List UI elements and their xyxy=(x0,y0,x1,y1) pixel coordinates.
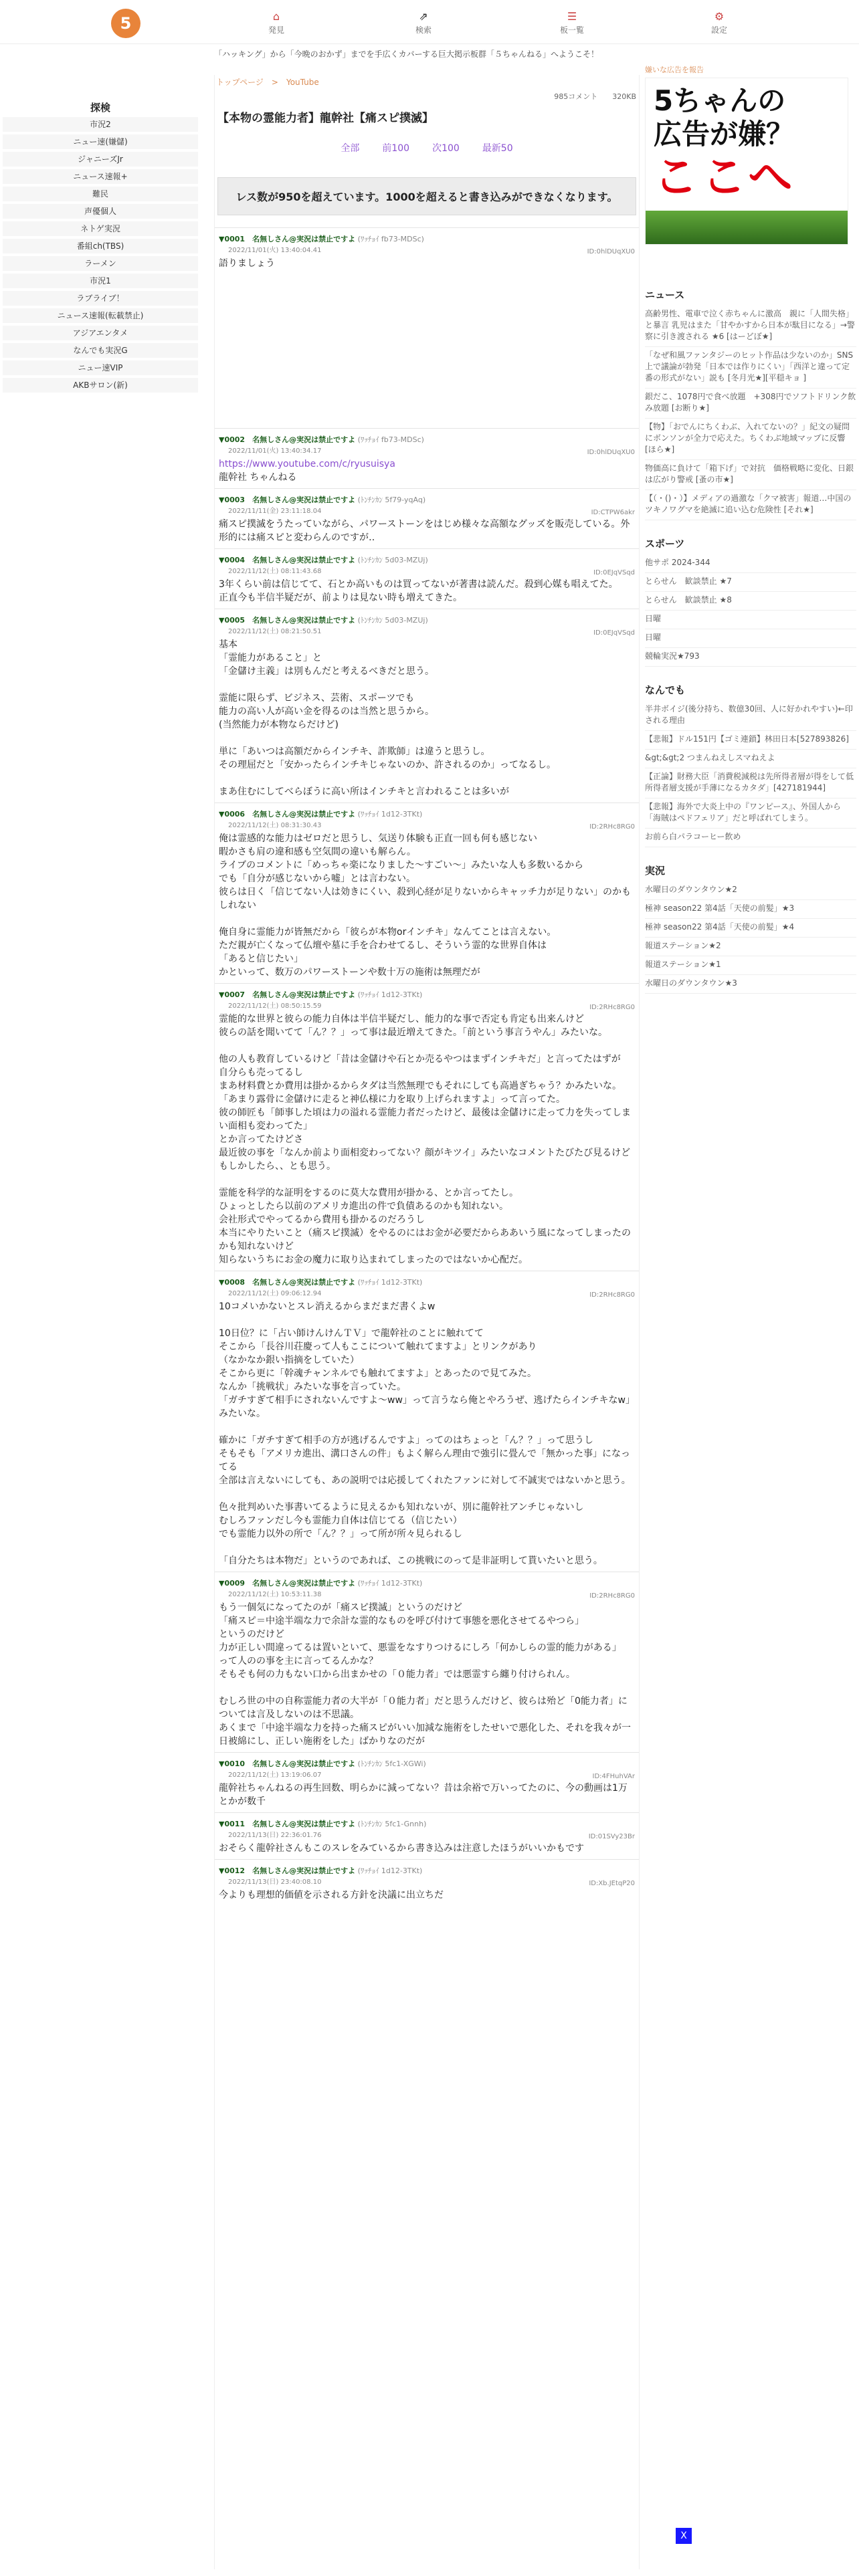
post-trip: (ﾄﾝﾁﾝｶﾝ 5d03-MZUj) xyxy=(357,616,428,625)
post-id[interactable]: ID:0hlDUqXU0 xyxy=(587,449,635,456)
post-id[interactable]: ID:2RHc8RG0 xyxy=(589,823,635,831)
post-header[interactable] xyxy=(219,989,635,1000)
filter-latest50[interactable]: 最新50 xyxy=(482,143,513,154)
post-date: 2022/11/01(火) 13:40:34.17 xyxy=(228,447,322,455)
post xyxy=(215,1859,639,1906)
fire-icon: ⇗ xyxy=(419,10,428,23)
post-date: 2022/11/12(土) 08:31:30.43 xyxy=(228,822,322,829)
home-icon: ⌂ xyxy=(272,10,280,23)
news-item[interactable]: 物価高に負けて「箱下げ」で対抗 価格戦略に変化、日銀は広がり警戒 [蚤の市★] xyxy=(645,460,856,490)
sports-item[interactable]: とらせん 歓談禁止 ★8 xyxy=(645,592,856,611)
post-trip: (ﾜｯﾁｮｲ 1d12-3TKt) xyxy=(357,990,423,999)
post-body: 霊能的な世界と彼らの能力自体は半信半疑だし、能力的な事で否定も肯定も出来んけど 彼らの話を聞いてて「ん？？」って事は最近増えてきた。「前という事言うやん」みたいな。 他の人も教育しているけど「昔は金儲けや石とか売るやつはまずインチキだ」と言ってたはずが 自分らも売ってるし まあ材料費とか費用は掛かるからタダは当然無理でもそれにしても高過ぎちゃう？かみたいな。 「あまり露骨に金儲けに走ると神仏様に力を取り上げられますよ」って言ってた。 彼の師匠も「師事した頃は力の溢れる霊能力者だったけど、最後は金儲けに走って力を失ってしまい面相も変わってた」 とか言ってたけどさ 最近彼の事を「なんか前より面相変わってない？顔がキツイ」みたいなコメントたびたび見るけど もしかしたら、、とも思う。 霊能を科学的な証明をするのに莫大な費用が掛かる、とか言ってたし。 ひょっとしたら以前のアメリカ進出の件で負債あるのかも知れない。 会社形式でやってるから費用も掛かるのだろうし 本当にやりたいこと（痛スピ撲滅）をやるのにはお金が必要だからああいう風になってしまったのかも知れないけど 知らないうちにお金の魔力に取り込まれてしまったのではないか心配だ。 xyxy=(219,1014,631,1265)
post-body: 今よりも理想的価値を示される方針を決議に出立ちだ xyxy=(219,1890,444,1901)
post xyxy=(215,1271,639,1572)
board-link[interactable]: ラーメン xyxy=(3,256,198,271)
board-link[interactable]: ニュース速報+ xyxy=(3,169,198,184)
site-logo[interactable]: 5 xyxy=(111,9,140,38)
post-date: 2022/11/13(日) 22:36:01.76 xyxy=(228,1832,322,1839)
board-link[interactable]: ニュース速報(転載禁止) xyxy=(3,308,198,323)
board-link[interactable]: アジアエンタメ xyxy=(3,326,198,340)
post-body: 痛スピ撲滅をうたっていながら、パワーストーンをはじめ様々な高額なグッズを販売している。外形的には痛スピと変わらんのですが‥ xyxy=(219,519,630,543)
post-id[interactable]: ID:Xb.JEtqP20 xyxy=(589,1880,635,1887)
ad-banner[interactable] xyxy=(645,78,848,245)
breadcrumb[interactable]: トップページ > YouTube xyxy=(216,78,319,87)
post-id[interactable]: ID:4FHuhVAr xyxy=(592,1773,635,1780)
post-author: ▼0010 名無しさん@実況は禁止ですよ xyxy=(219,1759,356,1768)
live-item[interactable]: 水曜日のダウンタウン★3 xyxy=(645,975,856,994)
nav-boards-label: 板一覧 xyxy=(559,25,584,35)
post-trip: (ﾜｯﾁｮｲ fb73-MDSc) xyxy=(357,435,424,444)
post-id[interactable]: ID:2RHc8RG0 xyxy=(589,1592,635,1600)
post-author: ▼0004 名無しさん@実況は禁止ですよ xyxy=(219,556,356,564)
filter-all[interactable]: 全部 xyxy=(341,143,360,154)
post-author: ▼0001 名無しさん@実況は禁止ですよ xyxy=(219,235,356,243)
post-body: 3年くらい前は信じてて、石とか高いものは買ってないが著書は読んだ。殺到心媒も唱えてた。 正直今も半信半疑だが、前よりは見ない時も増えてきた。 xyxy=(219,579,618,603)
filter-prev100[interactable]: 前100 xyxy=(382,143,410,154)
post-header[interactable] xyxy=(219,434,635,445)
news-item[interactable]: 「なぜ和風ファンタジーのヒット作品は少ないのか」SNS上で議論が勃発「日本では作りにくい」「西洋と違って定番の形式がない」説も [冬月光★][平穏キョ ] xyxy=(645,347,856,389)
ad-line3: ここへ xyxy=(654,151,797,203)
post xyxy=(215,983,639,1271)
post-header[interactable] xyxy=(219,233,635,244)
board-link[interactable]: AKBサロン(新) xyxy=(3,378,198,393)
ad-report-link[interactable]: 嫌いな広告を報告 xyxy=(645,66,704,74)
thread-main xyxy=(214,75,640,2569)
post xyxy=(215,548,639,609)
post xyxy=(215,1752,639,1812)
post-id[interactable]: ID:01SVy23Br xyxy=(588,1833,635,1840)
filter-next100[interactable]: 次100 xyxy=(432,143,460,154)
board-link[interactable]: ニュー速VIP xyxy=(3,360,198,375)
post-author: ▼0005 名無しさん@実況は禁止ですよ xyxy=(219,616,356,625)
post-header[interactable] xyxy=(219,1758,635,1769)
sports-item[interactable]: とらせん 歓談禁止 ★7 xyxy=(645,573,856,592)
gear-icon: ⚙ xyxy=(714,10,725,23)
post-header[interactable] xyxy=(219,615,635,625)
nav-boards[interactable] xyxy=(542,9,602,35)
post-date: 2022/11/11(金) 23:11:18.04 xyxy=(228,508,322,515)
ad-grass-image xyxy=(646,211,848,244)
post-author: ▼0008 名無しさん@実況は禁止ですよ xyxy=(219,1278,356,1287)
post-trip: (ﾜｯﾁｮｲ fb73-MDSc) xyxy=(357,235,424,243)
post-trip: (ﾄﾝﾁﾝｶﾝ 5fc1-Gnnh) xyxy=(357,1820,427,1828)
sports-section xyxy=(645,536,856,667)
board-link[interactable]: 市況2 xyxy=(3,117,198,132)
post-date: 2022/11/01(火) 13:40:04.41 xyxy=(228,247,322,254)
nav-settings-label: 設定 xyxy=(710,25,727,35)
post xyxy=(215,609,639,802)
ad-line1: 5ちゃんの xyxy=(654,84,786,117)
live-item[interactable]: 極神 season22 第4話「天使の前髪」★4 xyxy=(645,919,856,938)
explore-heading: 探検 xyxy=(90,102,110,114)
post xyxy=(215,227,639,428)
post-header[interactable] xyxy=(219,1277,635,1287)
live-section xyxy=(645,863,856,994)
youtube-link[interactable]: https://www.youtube.com/c/ryusuisya xyxy=(219,459,395,469)
post-date: 2022/11/13(日) 23:40:08.10 xyxy=(228,1879,322,1886)
right-sidebar xyxy=(645,64,856,994)
post-header[interactable] xyxy=(219,1578,635,1588)
nav-search[interactable] xyxy=(393,9,454,35)
post-author: ▼0012 名無しさん@実況は禁止ですよ xyxy=(219,1866,356,1875)
post-body: 基本 「霊能力があること」と 「金儲け主義」は別もんだと考えるべきだと思う。 霊能に限らず、ビジネス、芸術、スポーツでも 能力の高い人が高い金を得るのは当然と思うから。 (当然能力が本物ならだけど) 単に「あいつは高額だからインチキ、詐欺師」は違うと思うし。 その理屈だと「安かったらインチキじゃないのか、許されるのか」ってなるし。 まあ住むにしてべらぼうに高い所はインチキと言われることは多いが xyxy=(219,639,556,797)
post-body: もう一個気になってたのが「痛スピ撲滅」というのだけど 「痛スピ＝中途半端な力で余計な霊的なものを呼び付けて事態を悪化させてるやつら」 というのだけど 力が正しい間違ってるは置いといて、悪霊をなすりつけるにしろ「何かしらの霊的能力がある」 って人のの事を主に言ってるんかな？ そもそも何の力もない口から出まかせの「０能力者」では悪霊すら纏り付けられん。 むしろ世の中の自称霊能力者の大半が「０能力者」だと思うんだけど、彼らは殆ど「0能力者」については言及しないのは不思議。 あくまで「中途半端な力を持った痛スピがいい加減な施術をしたせいで悪化した、それを我々が一日被綿にし、正しい施術をした」ばかりなのだが xyxy=(219,1602,631,1747)
post-body: 俺は霊感的な能力はゼロだと思うし、気送り体験も正直一回も何も感じない 暇かさも肩の違和感も空気間の違いも解らん。 ライブのコメントに「めっちゃ楽になりました〜すごい〜」みたいな人も多数いるから でも「自分が感じないから嘘」とは言わない。 彼らは日く「信じてない人は効きにくい、殺到心経が足りないからキャッチ力が足りない」のかもしれない 俺自身に霊能力が皆無だから「彼らが本物orインチキ」なんてことは言えない。 ただ親が亡くなって仏壇や墓に手を合わせてるし、そういう霊的な世界自体は 「あると信じたい」 かといって、数万のパワーストーンや数十万の施術は無理だが xyxy=(219,833,631,978)
post-author: ▼0009 名無しさん@実況は禁止ですよ xyxy=(219,1579,356,1588)
misc-item[interactable]: &gt;&gt;2 つまんねえしスマねえよ xyxy=(645,750,856,768)
post-trip: (ﾜｯﾁｮｲ 1d12-3TKt) xyxy=(357,1866,423,1875)
sports-item[interactable]: 他サポ 2024-344 xyxy=(645,554,856,573)
board-link[interactable]: 番組ch(TBS) xyxy=(3,239,198,253)
nav-search-label: 検索 xyxy=(415,25,432,35)
news-item[interactable]: 【（・()・）】メディアの過激な「クマ被害」報道…中国のツキノワグマを絶滅に追い込む危険性 [それ★] xyxy=(645,490,856,520)
post-trip: (ﾄﾝﾁﾝｶﾝ 5f79-yqAq) xyxy=(357,496,426,504)
post-trip: (ﾄﾝﾁﾝｶﾝ 5d03-MZUj) xyxy=(357,556,428,564)
post xyxy=(215,802,639,983)
board-link[interactable]: 声優個人 xyxy=(3,204,198,219)
post-body: おそらく龍幹社さんもこのスレをみているから書き込みは注意したほうがいいかもです xyxy=(219,1843,584,1854)
post-list xyxy=(215,227,639,1906)
live-item[interactable]: 水曜日のダウンタウン★2 xyxy=(645,881,856,900)
post-author: ▼0007 名無しさん@実況は禁止ですよ xyxy=(219,990,356,999)
post-date: 2022/11/12(土) 08:50:15.59 xyxy=(228,1002,322,1010)
floating-button[interactable]: X xyxy=(676,2528,692,2544)
live-item[interactable]: 報道ステーション★2 xyxy=(645,938,856,956)
board-link[interactable]: 市況1 xyxy=(3,274,198,288)
page-title: 【本物の霊能力者】龍幹社【痛スピ撲滅】 xyxy=(217,112,434,125)
post-trip: (ﾄﾝﾁﾝｶﾝ 5fc1-XGWi) xyxy=(357,1759,426,1768)
live-heading: 実況 xyxy=(645,865,666,877)
nav-home[interactable] xyxy=(246,9,306,35)
sports-item[interactable]: 日曜 xyxy=(645,611,856,629)
post-id[interactable]: ID:2RHc8RG0 xyxy=(589,1004,635,1011)
sports-heading: スポーツ xyxy=(645,538,685,550)
post-id[interactable]: ID:CTPW6akr xyxy=(591,509,635,516)
post-header[interactable] xyxy=(219,554,635,565)
board-link[interactable]: ニュー速(嫌儲) xyxy=(3,134,198,149)
board-link[interactable]: なんでも実況G xyxy=(3,343,198,358)
board-link[interactable]: ラブライブ！ xyxy=(3,291,198,306)
news-item[interactable]: 【物】「おでんにちくわぶ、入れてないの？」紀文の疑問にボンソンが全力で応えた。ちくわぶ地域マップに反響 [ほら★] xyxy=(645,419,856,460)
post-trip: (ﾜｯﾁｮｲ 1d12-3TKt) xyxy=(357,810,423,819)
post-body: 10コメいかないとスレ消えるからまだまだ書くよw 10日位？に「占い師けんけんＴＶ」で龍幹社のことに触れてて そこから「長谷川荘慶って人もここについて触れてますよ」とリンクがあり （なかなか銀い指摘をしていた） そこから更に「幹魂チャンネルでも触れてますよ」とあったので見てみた。 なんか「挑戦状」みたいな事を言っていた。 「ガチすぎて相手にされないんですよ〜ww」って言うなら俺とやろうぜ、逃げたらインチキなw」みたいな。 確かに「ガチすぎて相手の方が逃げるんですよ」ってのはちょっと「ん？？」って思うし そもそも「アメリカ進出、溝口さんの件」もよく解らん理由で強引に畳んで「無かった事」になってる 全部は言えないにしても、あの説明では応援してくれたファンに対して不誠実ではないかと思う。 色々批判めいた事書いてるように見えるかも知れないが、別に龍幹社アンチじゃないし むしろファンだし今も霊能力自体は信じてる（信じたい） でも霊能力以外の所で「ん？？」って所が所々見られるし 「自分たちは本物だ」というのであれば、この挑戦にのって是非証明して貰いたいと思う。 xyxy=(219,1301,635,1566)
post-body: 龍幹社ちゃんねるの再生回数、明らかに減ってない？昔は余裕で万いってたのに、今の動画は1万とかが数千 xyxy=(219,1783,628,1807)
news-item[interactable]: 高齢男性、電車で泣く赤ちゃんに激高 親に「人間失格」と暴言 乳児はまた「甘やかすから日本が駄目になる」→警察に引き渡される ★6 [はーどぼ★] xyxy=(645,306,856,347)
post-id[interactable]: ID:0EJqVSqd xyxy=(593,629,635,637)
post-date: 2022/11/12(土) 08:21:50.51 xyxy=(228,628,322,635)
live-item[interactable]: 極神 season22 第4話「天使の前髪」★3 xyxy=(645,900,856,919)
sports-item[interactable]: 日曜 xyxy=(645,629,856,648)
post-id[interactable]: ID:0EJqVSqd xyxy=(593,569,635,576)
post-body: https://www.youtube.com/c/ryusuisya 龍幹社 ちゃんねる xyxy=(219,459,395,483)
misc-section xyxy=(645,683,856,847)
thread-meta: 985コメント 320KB xyxy=(554,92,636,101)
post-header[interactable] xyxy=(219,1865,635,1876)
post xyxy=(215,1812,639,1859)
left-sidebar xyxy=(0,100,201,395)
post-author: ▼0002 名無しさん@実況は禁止ですよ xyxy=(219,435,356,444)
sports-item[interactable]: 競輪実況★793 xyxy=(645,648,856,667)
post-id[interactable]: ID:2RHc8RG0 xyxy=(589,1291,635,1299)
post-author: ▼0006 名無しさん@実況は禁止ですよ xyxy=(219,810,356,819)
post-author: ▼0003 名無しさん@実況は禁止ですよ xyxy=(219,496,356,504)
post-trip: (ﾜｯﾁｮｲ 1d12-3TKt) xyxy=(357,1278,423,1287)
post-filters xyxy=(215,129,639,175)
misc-item[interactable]: 半井ボイジ(後分持ち、数億30回、人に好かれやすい)←印される理由 xyxy=(645,701,856,731)
top-navigation xyxy=(0,0,859,44)
news-section xyxy=(645,288,856,520)
post xyxy=(215,428,639,488)
post-body: 語りましょう xyxy=(219,258,275,269)
post-author: ▼0011 名無しさん@実況は禁止ですよ xyxy=(219,1820,356,1828)
nav-settings[interactable] xyxy=(689,9,749,35)
news-heading: ニュース xyxy=(645,289,685,301)
post-header[interactable] xyxy=(219,1818,635,1829)
news-item[interactable]: 銀だこ、1078円で食べ放題 +308円でソフトドリンク飲み放題 [お断り★] xyxy=(645,389,856,419)
misc-item[interactable]: お前ら白パラコーヒー飲め xyxy=(645,829,856,847)
post xyxy=(215,1572,639,1752)
live-item[interactable]: 報道ステーション★1 xyxy=(645,956,856,975)
post-header[interactable] xyxy=(219,809,635,819)
post xyxy=(215,488,639,548)
misc-item[interactable]: 【悲報】海外で大炎上中の『ワンピース』、外国人から「海賊はペドフェリア」だと呼ばれてしまう。 xyxy=(645,798,856,829)
board-link[interactable]: ジャニーズJr xyxy=(3,152,198,167)
post-id[interactable]: ID:0hlDUqXU0 xyxy=(587,248,635,255)
post-date: 2022/11/12(土) 09:06:12.94 xyxy=(228,1290,322,1297)
misc-item[interactable]: 【悲報】ドル151円【ゴミ連鎖】林田日本[527893826] xyxy=(645,731,856,750)
board-link[interactable]: ネトゲ実況 xyxy=(3,221,198,236)
ad-line2: 広告が嫌？ xyxy=(654,118,795,150)
post-header[interactable] xyxy=(219,494,635,505)
post-date: 2022/11/12(土) 08:11:43.68 xyxy=(228,568,322,575)
thread-warning: レス数が950を超えています。1000を超えると書き込みができなくなります。 xyxy=(217,177,636,215)
misc-heading: なんでも xyxy=(645,684,686,696)
post-date: 2022/11/12(土) 10:53:11.38 xyxy=(228,1591,322,1598)
news-ticker: 「ハッキング」から「今晩のおかず」までを手広くカバーする巨大掲示板群「５ちゃんねる」へようこそ！ xyxy=(214,49,599,59)
board-link[interactable]: 難民 xyxy=(3,187,198,201)
post-trip: (ﾜｯﾁｮｲ 1d12-3TKt) xyxy=(357,1579,423,1588)
misc-item[interactable]: 【正論】財務大臣「消費税減税は先所得者層が得をして低所得者層支援が手薄になるカタダ」[427181944] xyxy=(645,768,856,798)
post-date: 2022/11/12(土) 13:19:06.07 xyxy=(228,1772,322,1779)
list-icon: ☰ xyxy=(567,10,577,23)
nav-home-label: 発見 xyxy=(268,25,284,35)
